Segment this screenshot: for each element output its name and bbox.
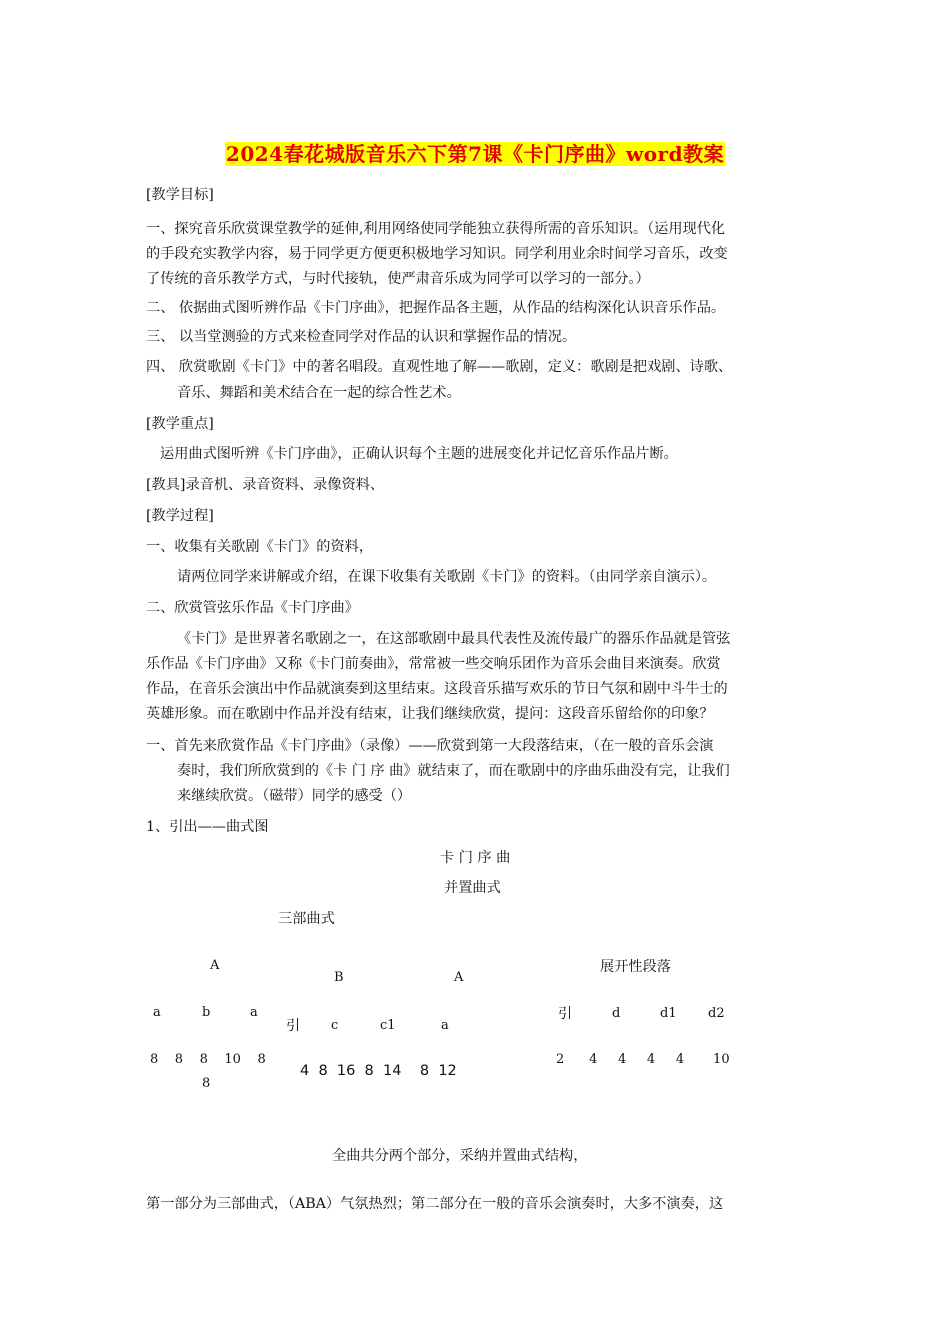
step-2-para-line-2: 乐作品《卡门序曲》又称《卡门前奏曲》，常常被一些交响乐团作为音乐会曲目来演奏。欣赏 — [146, 656, 721, 672]
goal-4-line-2: 音乐、舞蹈和美术结合在一起的综合性艺术。 — [177, 385, 461, 401]
diagram-section-b: B — [334, 970, 344, 985]
step-2-heading: 二、欣赏管弦乐作品《卡门序曲》 — [146, 600, 359, 616]
step-3-line-1: 一、首先来欣赏作品《卡门序曲》（录像）——欣赏到第一大段落结束，（在一般的音乐会演 — [146, 738, 714, 754]
step-2-para-line-4: 英雄形象。而在歌剧中作品并没有结束，让我们继续欣赏，提问：这段音乐留给你的印象？ — [146, 706, 714, 722]
diagram-section-a2: A — [454, 970, 464, 985]
diagram-theme-d1: d1 — [660, 1006, 677, 1021]
step-1-text: 请两位同学来讲解或介绍，在课下收集有关歌剧《卡门》的资料。（由同学亲自演示）。 — [177, 569, 717, 585]
diagram-bars-part-a-extra: 8 — [202, 1076, 211, 1091]
goal-3: 三、 以当堂测验的方式来检查同学对作品的认识和掌握作品的情况。 — [146, 329, 577, 345]
diagram-bars-part-a: 8 8 8 10 8 — [150, 1052, 266, 1067]
focus-text: 运用曲式图听辨《卡门序曲》，正确认识每个主题的进展变化并记忆音乐作品片断。 — [160, 446, 678, 462]
diagram-theme-b: b — [202, 1005, 211, 1020]
diagram-part-1-label: 三部曲式 — [278, 911, 335, 927]
step-3-line-2: 奏时，我们所欣赏到的《卡 门 序 曲》就结束了，而在歌剧中的序曲乐曲没有完，让我们 — [177, 763, 730, 779]
diagram-piece-name: 卡 门 序 曲 — [440, 850, 511, 866]
section-heading-focus: [教学重点] — [146, 416, 214, 432]
diagram-theme-a2: a — [250, 1005, 258, 1020]
section-heading-goals: [教学目标] — [146, 187, 214, 203]
document-title-wrap — [0, 138, 950, 167]
diagram-theme-a1: a — [153, 1005, 161, 1020]
summary-line-2: 第一部分为三部曲式，（ABA）气氛热烈；第二部分在一般的音乐会演奏时，大多不演奏，这 — [146, 1196, 724, 1212]
diagram-theme-c: c — [331, 1018, 339, 1033]
step-1-heading: 一、收集有关歌剧《卡门》的资料， — [146, 539, 374, 555]
summary-line-1: 全曲共分两个部分，采纳并置曲式结构， — [332, 1148, 588, 1164]
goal-4-line-1: 四、 欣赏歌剧《卡门》中的著名唱段。直观性地了解——歌剧，定义：歌剧是把戏剧、诗歌、 — [146, 359, 733, 375]
intro-line: 1、引出——曲式图 — [146, 819, 269, 835]
diagram-intro-1: 引 — [286, 1018, 301, 1034]
step-2-para-line-3: 作品，在音乐会演出中作品就演奏到这里结束。这段音乐描写欢乐的节日气氛和剧中斗牛士的 — [146, 681, 728, 697]
diagram-form-label: 并置曲式 — [444, 880, 501, 896]
diagram-part-2-label: 展开性段落 — [600, 959, 671, 975]
diagram-bars-part-b: 4 8 16 8 14 8 12 — [300, 1063, 457, 1079]
diagram-theme-c1: c1 — [380, 1018, 396, 1033]
goal-1-line-1: 一、探究音乐欣赏课堂教学的延伸,利用网络使同学能独立获得所需的音乐知识。（运用现代化 — [146, 221, 726, 237]
goal-2: 二、 依据曲式图听辨作品《卡门序曲》，把握作品各主题，从作品的结构深化认识音乐作品。 — [146, 300, 726, 316]
goal-1-line-2: 的手段充实教学内容，易于同学更方便更积极地学习知识。同学利用业余时间学习音乐，改变 — [146, 246, 728, 262]
document-title: 2024春花城版音乐六下第7课《卡门序曲》word教案 — [225, 142, 725, 166]
diagram-bars-part-2: 2 4 4 4 4 10 — [556, 1052, 730, 1067]
diagram-theme-d2: d2 — [708, 1006, 725, 1021]
step-3-line-3: 来继续欣赏。（磁带）同学的感受（） — [177, 788, 412, 804]
diagram-intro-2: 引 — [558, 1006, 573, 1022]
diagram-theme-d: d — [612, 1006, 621, 1021]
diagram-section-a1: A — [210, 958, 220, 973]
section-heading-process: [教学过程] — [146, 508, 214, 524]
step-2-para-line-1: 《卡门》是世界著名歌剧之一，在这部歌剧中最具代表性及流传最广的器乐作品就是管弦 — [177, 631, 731, 647]
diagram-theme-a3: a — [441, 1018, 449, 1033]
tools-line: [教具]录音机、录音资料、录像资料、 — [146, 477, 385, 493]
goal-1-line-3: 了传统的音乐教学方式，与时代接轨，使严肃音乐成为同学可以学习的一部分。） — [146, 271, 650, 287]
